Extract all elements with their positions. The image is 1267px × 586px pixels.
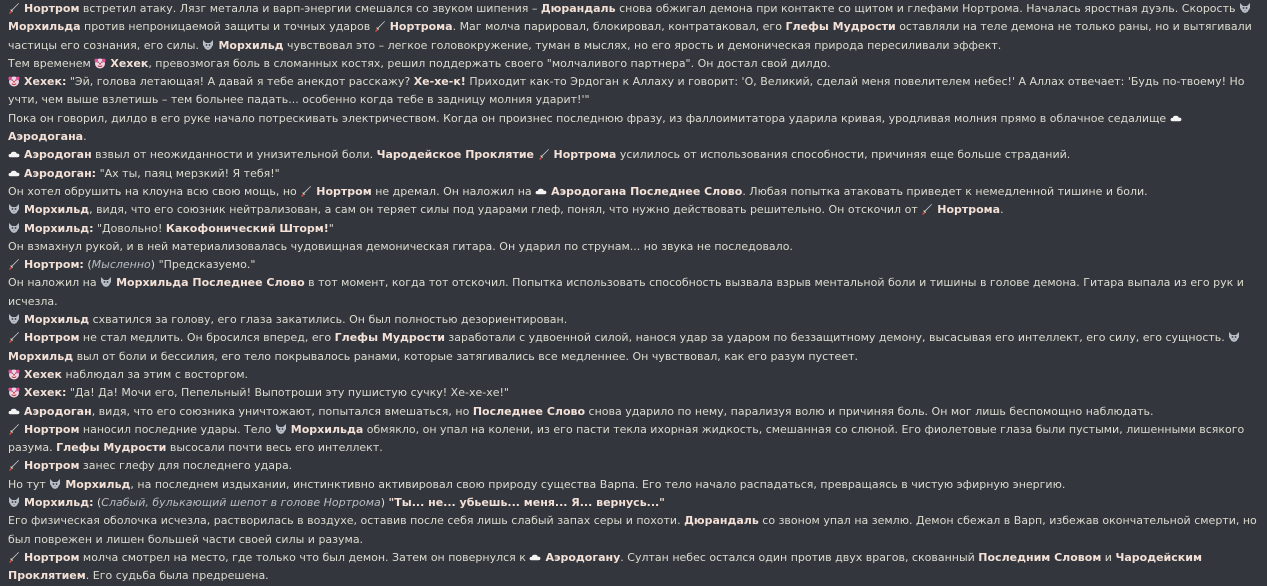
log-line-10 bbox=[8, 238, 1259, 256]
log-line-17 bbox=[8, 403, 1259, 421]
wolf-icon bbox=[49, 478, 61, 490]
narrative-text: ) bbox=[380, 496, 389, 510]
character-name: "Ты... не... убьешь... меня... Я... вернусь..." bbox=[388, 496, 665, 510]
narrative-text: в тот момент, когда тот отскочил. Попытка использовать способность вызвала взрыв ментальной боли и тишины в голове демона. Гитара выпала из его рук и исчезла. bbox=[8, 276, 1244, 308]
knife-icon bbox=[8, 2, 20, 14]
log-line-5 bbox=[8, 146, 1259, 164]
wolf-icon bbox=[275, 423, 287, 435]
cloud-icon bbox=[8, 148, 20, 160]
narrative-text: Он взмахнул рукой, и в ней материализовалась чудовищная демоническая гитара. Он ударил по струнам... но звука не последовало. bbox=[8, 239, 793, 253]
character-name: Хехек: bbox=[24, 75, 67, 89]
cloud-icon bbox=[529, 551, 541, 563]
character-name: Аэродоган bbox=[24, 148, 92, 162]
character-name: Морхильд bbox=[65, 477, 131, 491]
narrative-text: молча смотрел на место, где только что был демон. Затем он повернулся к bbox=[79, 550, 530, 564]
log-line-12 bbox=[8, 274, 1259, 311]
character-name: Нортрома bbox=[553, 148, 617, 162]
narrative-text: занес глефу для последнего удара. bbox=[79, 459, 293, 473]
narrative-text: . Маг молча парировал, блокировал, контратаковал, его bbox=[452, 20, 786, 34]
character-name: Нортрома bbox=[389, 20, 453, 34]
character-name: Нортрома bbox=[937, 203, 1001, 217]
log-line-13 bbox=[8, 311, 1259, 329]
wolf-icon bbox=[1228, 331, 1240, 343]
character-name: Морхильд: bbox=[24, 496, 94, 510]
character-name: Глефы Мудрости bbox=[56, 441, 167, 455]
log-line-21 bbox=[8, 494, 1259, 512]
narrative-text: , видя, что его союзник нейтрализован, а сам он теряет силы под ударами глеф, понял, что нужно действовать решительно. Он отскочил от bbox=[89, 203, 922, 217]
log-line-text bbox=[8, 274, 1259, 311]
log-line-text bbox=[8, 165, 1259, 183]
wolf-icon bbox=[100, 276, 112, 288]
narrative-text: Пока он говорил, дилдо в его руке начало потрескивать электричеством. Когда он произнес последнюю фразу, из фаллоимитатора ударила кривая, уродливая молния прямо в облачное седалище bbox=[8, 111, 1170, 125]
log-line-text bbox=[8, 329, 1259, 366]
narrative-text: "Эй, голова летающая! А давай я тебе анекдот расскажу? bbox=[66, 75, 414, 89]
cloud-icon bbox=[535, 185, 547, 197]
cloud-icon bbox=[1170, 112, 1182, 124]
narrative-text: чувствовал это – легкое головокружение, туман в мыслях, но его ярость и демоническая природа пересиливали эффект. bbox=[283, 38, 1002, 52]
narrative-text: наносил последние удары. Тело bbox=[79, 422, 275, 436]
log-line-text bbox=[8, 220, 1259, 238]
narrative-text: снова обжигал демона при контакте со щитом и глефами Нортрома. Началась яростная дуэль. Скорость bbox=[615, 2, 1239, 15]
log-line-text bbox=[8, 366, 1259, 384]
character-name: Хехек bbox=[24, 367, 62, 381]
log-line-text bbox=[8, 238, 1259, 256]
clown-icon bbox=[94, 57, 106, 69]
log-line-16 bbox=[8, 384, 1259, 402]
log-line-text bbox=[8, 0, 1259, 55]
wolf-icon bbox=[202, 39, 214, 51]
log-line-text bbox=[8, 403, 1259, 421]
knife-icon bbox=[8, 459, 20, 471]
knife-icon bbox=[921, 203, 933, 215]
wolf-icon bbox=[8, 203, 20, 215]
character-name: Аэродогана bbox=[8, 130, 84, 144]
character-name: Морхильд bbox=[24, 313, 90, 327]
character-name: Морхильд bbox=[8, 349, 74, 363]
character-name: Нортром bbox=[316, 184, 372, 198]
log-line-text bbox=[8, 421, 1259, 458]
narrative-text: встретил атаку. Лязг металла и варп-энергии смешался со звуком шипения – bbox=[79, 2, 541, 15]
narrative-text: "Довольно! bbox=[93, 221, 166, 235]
narrative-text: оставляли на теле демона не только раны, но и вытягивали частицы его сознания, его силы. bbox=[8, 20, 1252, 52]
cloud-icon bbox=[8, 405, 20, 417]
character-name: Нортром: bbox=[24, 258, 84, 272]
character-name: Последнее Слово bbox=[472, 404, 586, 418]
log-line-text bbox=[8, 457, 1259, 475]
log-line-text bbox=[8, 384, 1259, 402]
narrative-text: ( bbox=[83, 258, 92, 272]
narrative-text: не дремал. Он наложил на bbox=[371, 184, 536, 198]
character-name: Нортром bbox=[24, 459, 80, 473]
wolf-icon bbox=[1239, 2, 1251, 14]
narrative-text: , видя, что его союзника уничтожают, попытался вмешаться, но bbox=[91, 404, 473, 418]
narrative-text: наблюдал за этим с восторгом. bbox=[61, 367, 249, 381]
narrative-text: Приходит как-то Эрдоган к Аллаху и говорит: 'О, Великий, сделай меня повелителем небес!' А Аллах отвечает: 'Будь по-твоему! Но учти, чем выше взлетишь – тем больнее падать... особенно когда тебе в задницу молния ударит!'" bbox=[8, 75, 1245, 107]
wolf-icon bbox=[8, 222, 20, 234]
log-line-4 bbox=[8, 110, 1259, 147]
character-name: Морхильд bbox=[218, 38, 284, 52]
clown-icon bbox=[8, 368, 20, 380]
knife-icon bbox=[8, 423, 20, 435]
narrative-text: взвыл от неожиданности и унизительной боли. bbox=[91, 148, 377, 162]
narrative-text: ) "Предсказуемо." bbox=[150, 258, 256, 272]
narrative-text: Он наложил на bbox=[8, 276, 101, 290]
character-name: Чародейским Проклятием bbox=[8, 550, 1202, 583]
log-line-text bbox=[8, 476, 1259, 494]
log-line-8 bbox=[8, 201, 1259, 219]
narrative-text: . Любая попытка атаковать приведет к немедленной тишине и боли. bbox=[742, 184, 1148, 198]
knife-icon bbox=[538, 148, 550, 160]
character-name: Нортром bbox=[24, 550, 80, 564]
log-line-text bbox=[8, 201, 1259, 219]
log-line-text bbox=[8, 494, 1259, 512]
narrative-text: обмякло, он упал на колени, из его пасти текла ихорная жидкость, смешанная со слюной. Его фиолетовые глаза были пустыми, лишенными всякого разума. bbox=[8, 422, 1245, 455]
character-name: Чародейское Проклятие bbox=[376, 148, 534, 162]
narrative-text: и bbox=[1101, 550, 1116, 564]
narrative-text: Тем временем bbox=[8, 56, 95, 70]
narrative-text: . Султан небес остался один против двух врагов, скованный bbox=[620, 550, 979, 564]
character-name: Аэродоган bbox=[24, 404, 92, 418]
narrative-text: заработали с удвоенной силой, нанося удар за ударом по беззащитному демону, высасывая его интеллект, его силу, его сущность. bbox=[444, 331, 1229, 345]
narrative-text: снова ударило по нему, парализуя волю и причиняя боль. Он мог лишь беспомощно наблюдать. bbox=[585, 404, 1154, 418]
log-line-2 bbox=[8, 55, 1259, 73]
log-line-text bbox=[8, 256, 1259, 274]
log-line-9 bbox=[8, 220, 1259, 238]
knife-icon bbox=[374, 20, 386, 32]
character-name: Нортром bbox=[24, 422, 80, 436]
character-name: Морхильда bbox=[290, 422, 364, 436]
narrative-text: не стал медлить. Он бросился вперед, его bbox=[79, 331, 335, 345]
narrative-text: со звоном упал на землю. Демон сбежал в Варп, избежав окончательной смерти, но был поврежен и лишен большей части своей силы и разума. bbox=[8, 514, 1257, 546]
log-line-22 bbox=[8, 512, 1259, 549]
narrative-text: Он хотел обрушить на клоуна всю свою мощь, но bbox=[8, 184, 301, 198]
log-line-3 bbox=[8, 73, 1259, 110]
character-name: Какофонический Шторм! bbox=[165, 221, 329, 235]
narrative-text: Но тут bbox=[8, 477, 50, 491]
character-name: Хе-хе-к! bbox=[413, 75, 466, 89]
narrative-text: высосали почти весь его интеллект. bbox=[166, 441, 383, 455]
log-line-text bbox=[8, 183, 1259, 201]
narrative-text: . bbox=[1000, 203, 1004, 217]
log-line-14 bbox=[8, 329, 1259, 366]
italic-note: Слабый, булькающий шепот в голове Нортрома bbox=[101, 496, 381, 510]
narrative-text: Его физическая оболочка исчезла, растворилась в воздухе, оставив после себя лишь слабый запах серы и похоти. bbox=[8, 514, 685, 528]
wolf-icon bbox=[8, 313, 20, 325]
knife-icon bbox=[8, 258, 20, 270]
log-line-11 bbox=[8, 256, 1259, 274]
narrative-text: . Его судьба была предрешена. bbox=[85, 569, 269, 583]
character-name: Морхильд bbox=[24, 203, 90, 217]
clown-icon bbox=[8, 386, 20, 398]
narrative-text: , на последнем издыхании, инстинктивно активировал свою природу существа Варпа. Его тело начало распадаться, превращаясь в чистую эфирную энергию. bbox=[130, 477, 1066, 491]
log-line-18 bbox=[8, 421, 1259, 458]
narrative-text: усилилось от использования способности, причиняя еще больше страданий. bbox=[616, 148, 1071, 162]
log-line-20 bbox=[8, 476, 1259, 494]
character-name: Дюрандаль bbox=[684, 514, 759, 528]
clown-icon bbox=[8, 75, 20, 87]
knife-icon bbox=[8, 331, 20, 343]
character-name: Аэродоган: bbox=[24, 166, 97, 180]
character-name: Хехек: bbox=[24, 386, 67, 400]
narrative-text: " bbox=[328, 221, 334, 235]
character-name: Морхильд: bbox=[24, 221, 94, 235]
character-name: Аэродогана Последнее Слово bbox=[551, 184, 743, 198]
narrative-text: ( bbox=[93, 496, 102, 510]
log-line-text bbox=[8, 549, 1259, 586]
narrative-text: схватился за голову, его глаза закатились. Он был полностью дезориентирован. bbox=[89, 313, 568, 327]
log-line-text bbox=[8, 311, 1259, 329]
character-name: Глефы Мудрости bbox=[334, 331, 445, 345]
narrative-text: "Да! Да! Мочи его, Пепельный! Выпотроши эту пушистую сучку! Хе-хе-хе!" bbox=[66, 386, 509, 400]
character-name: Нортром bbox=[24, 2, 80, 15]
log-line-6 bbox=[8, 165, 1259, 183]
log-line-19 bbox=[8, 457, 1259, 475]
wolf-icon bbox=[8, 496, 20, 508]
knife-icon bbox=[300, 185, 312, 197]
log-line-1 bbox=[8, 0, 1259, 55]
log-line-text bbox=[8, 512, 1259, 549]
log-line-23 bbox=[8, 549, 1259, 586]
log-line-text bbox=[8, 110, 1259, 147]
narrative-text: выл от боли и бессилия, его тело покрывалось ранами, которые затягивались все медленнее. Он чувствовал, как его разум пустеет. bbox=[73, 349, 858, 363]
character-name: Морхильда bbox=[8, 20, 81, 34]
cloud-icon bbox=[8, 167, 20, 179]
narrative-text: . bbox=[83, 130, 87, 144]
knife-icon bbox=[8, 551, 20, 563]
narrative-text: против непроницаемой защиты и точных ударов bbox=[80, 20, 374, 34]
character-name: Последним Словом bbox=[978, 550, 1102, 564]
narrative-text: , превозмогая боль в сломанных костях, решил поддержать своего "молчаливого партнера". Он достал свой дилдо. bbox=[148, 56, 831, 70]
character-name: Дюрандаль bbox=[540, 2, 616, 15]
log-line-7 bbox=[8, 183, 1259, 201]
character-name: Морхильда Последнее Слово bbox=[116, 276, 305, 290]
log-line-15 bbox=[8, 366, 1259, 384]
italic-note: Мысленно bbox=[91, 258, 151, 272]
character-name: Глефы Мудрости bbox=[785, 20, 896, 34]
log-line-text bbox=[8, 55, 1259, 73]
character-name: Аэродогану bbox=[545, 550, 621, 564]
character-name: Хехек bbox=[110, 56, 149, 70]
narrative-text: "Ах ты, паяц мерзкий! Я тебя!" bbox=[96, 166, 280, 180]
log-line-text bbox=[8, 73, 1259, 110]
log-line-text bbox=[8, 146, 1259, 164]
character-name: Нортром bbox=[24, 331, 80, 345]
